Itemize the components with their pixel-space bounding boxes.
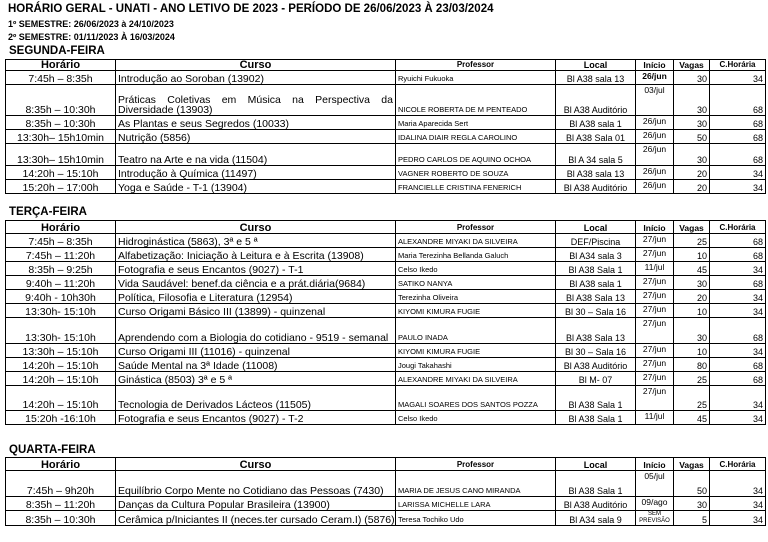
cell-curso: Introdução ao Soroban (13902) bbox=[116, 71, 396, 85]
cell-local: Bl A38 sala 1 bbox=[556, 116, 636, 130]
cell-local: Bl A38 Sala 1 bbox=[556, 411, 636, 425]
cell-vagas: 25 bbox=[674, 372, 710, 386]
cell-ch: 34 bbox=[710, 511, 766, 526]
cell-inicio: 26/jun bbox=[636, 71, 674, 85]
cell-horario: 7:45h – 8:35h bbox=[6, 71, 116, 85]
cell-professor: Maria Terezinha Bellanda Galuch bbox=[396, 248, 556, 262]
column-header-curso: Curso bbox=[116, 458, 396, 471]
cell-local: Bl A38 Auditório bbox=[556, 497, 636, 511]
cell-inicio: 27/jun bbox=[636, 358, 674, 372]
cell-curso: Equilíbrio Corpo Mente no Cotidiano das Pessoas (7430) bbox=[116, 471, 396, 497]
table-row bbox=[6, 144, 766, 166]
cell-horario: 8:35h – 10:30h bbox=[6, 116, 116, 130]
table-row bbox=[6, 386, 766, 411]
cell-inicio: 27/jun bbox=[636, 386, 674, 411]
cell-horario: 7:45h – 11:20h bbox=[6, 248, 116, 262]
cell-curso: Curso Origami III (11016) - quinzenal bbox=[116, 344, 396, 358]
cell-ch: 68 bbox=[710, 358, 766, 372]
cell-ch: 34 bbox=[710, 180, 766, 194]
cell-inicio: 26/jun bbox=[636, 180, 674, 194]
cell-professor: Ryuichi Fukuoka bbox=[396, 71, 556, 85]
cell-ch: 68 bbox=[710, 318, 766, 344]
cell-ch: 68 bbox=[710, 130, 766, 144]
cell-horario: 8:35h – 9:25h bbox=[6, 262, 116, 276]
cell-ch: 34 bbox=[710, 344, 766, 358]
cell-local: Bl A38 Auditório bbox=[556, 180, 636, 194]
column-header-ch: C.Horária bbox=[710, 221, 766, 234]
cell-professor: LARISSA MICHELLE LARA bbox=[396, 497, 556, 511]
cell-curso: Aprendendo com a Biologia do cotidiano - 9519 - semanal bbox=[116, 318, 396, 344]
table-row bbox=[6, 180, 766, 194]
cell-vagas: 50 bbox=[674, 130, 710, 144]
cell-inicio: 11/jul bbox=[636, 262, 674, 276]
cell-curso: Tecnologia de Derivados Lácteos (11505) bbox=[116, 386, 396, 411]
cell-professor: SATIKO NANYA bbox=[396, 276, 556, 290]
table-row bbox=[6, 290, 766, 304]
table-row bbox=[6, 471, 766, 497]
day-heading-quarta: QUARTA-FEIRA bbox=[9, 444, 96, 456]
cell-inicio: SEM PREVISÃO bbox=[636, 511, 674, 526]
cell-professor: Celso Ikedo bbox=[396, 411, 556, 425]
cell-inicio: 27/jun bbox=[636, 304, 674, 318]
table-row bbox=[6, 234, 766, 248]
table-row bbox=[6, 411, 766, 425]
cell-inicio: 09/ago bbox=[636, 497, 674, 511]
cell-vagas: 5 bbox=[674, 511, 710, 526]
column-header-horario: Horário bbox=[6, 221, 116, 234]
cell-professor: PAULO INADA bbox=[396, 318, 556, 344]
column-header-vagas: Vagas bbox=[674, 60, 710, 71]
cell-curso: Vida Saudável: benef.da ciência e a prát.diária(9684) bbox=[116, 276, 396, 290]
cell-ch: 34 bbox=[710, 304, 766, 318]
cell-curso: Danças da Cultura Popular Brasileira (13900) bbox=[116, 497, 396, 511]
cell-local: Bl A38 Auditório bbox=[556, 358, 636, 372]
cell-professor: Terezinha Oliveira bbox=[396, 290, 556, 304]
cell-vagas: 25 bbox=[674, 234, 710, 248]
cell-vagas: 30 bbox=[674, 85, 710, 116]
cell-ch: 34 bbox=[710, 497, 766, 511]
table-header-row bbox=[6, 221, 766, 234]
column-header-inicio: Início bbox=[636, 221, 674, 234]
column-header-local: Local bbox=[556, 221, 636, 234]
cell-horario: 13:30h- 15:10h bbox=[6, 304, 116, 318]
table-row bbox=[6, 344, 766, 358]
cell-local: Bl 30 – Sala 16 bbox=[556, 304, 636, 318]
cell-horario: 13:30h– 15h10min bbox=[6, 130, 116, 144]
table-row bbox=[6, 85, 766, 116]
cell-curso: Teatro na Arte e na vida (11504) bbox=[116, 144, 396, 166]
page-title: HORÁRIO GERAL - UNATI - ANO LETIVO DE 2023 - PERÍODO DE 26/06/2023 À 23/03/2024 bbox=[8, 3, 494, 15]
schedule-table-quarta bbox=[5, 457, 766, 526]
cell-professor: FRANCIELLE CRISTINA FENERICH bbox=[396, 180, 556, 194]
cell-local: Bl 30 – Sala 16 bbox=[556, 344, 636, 358]
cell-curso: Fotografia e seus Encantos (9027) - T-1 bbox=[116, 262, 396, 276]
cell-curso: Práticas Coletivas em Música na Perspectiva da Diversidade (13903) bbox=[116, 85, 396, 116]
cell-local: Bl A 34 sala 5 bbox=[556, 144, 636, 166]
cell-local: Bl A38 Auditório bbox=[556, 85, 636, 116]
cell-professor: IDALINA DIAIR REGLA CAROLINO bbox=[396, 130, 556, 144]
column-header-horario: Horário bbox=[6, 60, 116, 71]
column-header-professor: Professor bbox=[396, 458, 556, 471]
cell-professor: Jougi Takahashi bbox=[396, 358, 556, 372]
table-row bbox=[6, 511, 766, 526]
table-row bbox=[6, 318, 766, 344]
cell-curso: Política, Filosofia e Literatura (12954) bbox=[116, 290, 396, 304]
cell-ch: 34 bbox=[710, 411, 766, 425]
cell-inicio: 26/jun bbox=[636, 116, 674, 130]
cell-inicio: 26/jun bbox=[636, 166, 674, 180]
cell-curso: Fotografia e seus Encantos (9027) - T-2 bbox=[116, 411, 396, 425]
cell-professor: MARIA DE JESUS CANO MIRANDA bbox=[396, 471, 556, 497]
cell-vagas: 45 bbox=[674, 262, 710, 276]
cell-horario: 15:20h – 17:00h bbox=[6, 180, 116, 194]
cell-inicio: 27/jun bbox=[636, 276, 674, 290]
cell-inicio: 27/jun bbox=[636, 248, 674, 262]
column-header-professor: Professor bbox=[396, 221, 556, 234]
cell-local: Bl A38 Sala 13 bbox=[556, 318, 636, 344]
day-heading-segunda: SEGUNDA-FEIRA bbox=[9, 45, 105, 57]
cell-vagas: 30 bbox=[674, 116, 710, 130]
day-heading-terca: TERÇA-FEIRA bbox=[9, 206, 87, 218]
cell-vagas: 45 bbox=[674, 411, 710, 425]
cell-horario: 14:20h – 15:10h bbox=[6, 386, 116, 411]
cell-ch: 34 bbox=[710, 290, 766, 304]
cell-vagas: 25 bbox=[674, 386, 710, 411]
table-row bbox=[6, 71, 766, 85]
cell-inicio: 27/jun bbox=[636, 318, 674, 344]
table-row bbox=[6, 130, 766, 144]
cell-vagas: 30 bbox=[674, 497, 710, 511]
column-header-ch: C.Horária bbox=[710, 458, 766, 471]
cell-local: Bl A38 Sala 1 bbox=[556, 386, 636, 411]
cell-inicio: 26/jun bbox=[636, 144, 674, 166]
cell-vagas: 80 bbox=[674, 358, 710, 372]
cell-ch: 68 bbox=[710, 85, 766, 116]
cell-horario: 14:20h – 15:10h bbox=[6, 166, 116, 180]
cell-curso: Curso Origami Básico III (13899) - quinzenal bbox=[116, 304, 396, 318]
cell-horario: 15:20h -16:10h bbox=[6, 411, 116, 425]
column-header-curso: Curso bbox=[116, 60, 396, 71]
cell-professor: PEDRO CARLOS DE AQUINO OCHOA bbox=[396, 144, 556, 166]
column-header-inicio: Início bbox=[636, 60, 674, 71]
cell-vagas: 10 bbox=[674, 248, 710, 262]
table-header-row bbox=[6, 60, 766, 71]
cell-professor: Teresa Tochiko Udo bbox=[396, 511, 556, 526]
cell-inicio: 27/jun bbox=[636, 290, 674, 304]
table-row bbox=[6, 166, 766, 180]
cell-horario: 7:45h – 8:35h bbox=[6, 234, 116, 248]
cell-ch: 34 bbox=[710, 471, 766, 497]
cell-curso: Ginástica (8503) 3ª e 5 ª bbox=[116, 372, 396, 386]
cell-vagas: 50 bbox=[674, 471, 710, 497]
cell-vagas: 30 bbox=[674, 144, 710, 166]
cell-horario: 7:45h – 9h20h bbox=[6, 471, 116, 497]
table-header-row bbox=[6, 458, 766, 471]
cell-local: Bl A38 Sala 1 bbox=[556, 471, 636, 497]
column-header-inicio: Início bbox=[636, 458, 674, 471]
cell-curso: Alfabetização: Iniciação à Leitura e à Escrita (13908) bbox=[116, 248, 396, 262]
table-row bbox=[6, 372, 766, 386]
cell-professor: NICOLE ROBERTA DE M PENTEADO bbox=[396, 85, 556, 116]
cell-vagas: 30 bbox=[674, 318, 710, 344]
cell-inicio: 27/jun bbox=[636, 344, 674, 358]
cell-ch: 34 bbox=[710, 386, 766, 411]
cell-professor: VAGNER ROBERTO DE SOUZA bbox=[396, 166, 556, 180]
cell-vagas: 30 bbox=[674, 276, 710, 290]
cell-local: DEF/Piscina bbox=[556, 234, 636, 248]
table-row bbox=[6, 248, 766, 262]
cell-ch: 34 bbox=[710, 166, 766, 180]
cell-horario: 8:35h – 11:20h bbox=[6, 497, 116, 511]
cell-horario: 14:20h – 15:10h bbox=[6, 372, 116, 386]
cell-professor: MAGALI SOARES DOS SANTOS POZZA bbox=[396, 386, 556, 411]
cell-inicio: 05/jul bbox=[636, 471, 674, 497]
cell-local: Bl A38 Sala 1 bbox=[556, 262, 636, 276]
cell-horario: 9:40h - 10h30h bbox=[6, 290, 116, 304]
cell-curso: As Plantas e seus Segredos (10033) bbox=[116, 116, 396, 130]
column-header-local: Local bbox=[556, 60, 636, 71]
cell-curso: Nutrição (5856) bbox=[116, 130, 396, 144]
cell-local: Bl A38 Sala 13 bbox=[556, 290, 636, 304]
cell-ch: 68 bbox=[710, 276, 766, 290]
cell-professor: KIYOMI KIMURA FUGIE bbox=[396, 344, 556, 358]
cell-vagas: 20 bbox=[674, 180, 710, 194]
cell-local: Bl A38 sala 1 bbox=[556, 276, 636, 290]
cell-inicio: 03/jul bbox=[636, 85, 674, 116]
table-row bbox=[6, 304, 766, 318]
cell-local: Bl A34 sala 3 bbox=[556, 248, 636, 262]
cell-ch: 68 bbox=[710, 248, 766, 262]
cell-horario: 8:35h – 10:30h bbox=[6, 511, 116, 526]
cell-horario: 13:30h– 15h10min bbox=[6, 144, 116, 166]
schedule-table-segunda bbox=[5, 59, 766, 194]
cell-curso: Cerâmica p/Iniciantes II (neces.ter cursado Ceram.I) (5876) bbox=[116, 511, 396, 526]
cell-ch: 34 bbox=[710, 71, 766, 85]
semester-1-dates: 1º SEMESTRE: 26/06/2023 à 24/10/2023 bbox=[8, 19, 174, 29]
cell-vagas: 20 bbox=[674, 166, 710, 180]
cell-curso: Introdução à Química (11497) bbox=[116, 166, 396, 180]
cell-ch: 68 bbox=[710, 144, 766, 166]
cell-local: Bl A34 sala 9 bbox=[556, 511, 636, 526]
column-header-horario: Horário bbox=[6, 458, 116, 471]
column-header-local: Local bbox=[556, 458, 636, 471]
cell-inicio: 27/jun bbox=[636, 372, 674, 386]
cell-curso: Saúde Mental na 3ª Idade (11008) bbox=[116, 358, 396, 372]
column-header-professor: Professor bbox=[396, 60, 556, 71]
cell-ch: 34 bbox=[710, 262, 766, 276]
cell-professor: ALEXANDRE MIYAKI DA SILVEIRA bbox=[396, 372, 556, 386]
cell-horario: 13:30h- 15:10h bbox=[6, 318, 116, 344]
cell-local: Bl A38 Sala 01 bbox=[556, 130, 636, 144]
table-row bbox=[6, 116, 766, 130]
cell-horario: 8:35h – 10:30h bbox=[6, 85, 116, 116]
cell-vagas: 10 bbox=[674, 304, 710, 318]
cell-ch: 68 bbox=[710, 234, 766, 248]
table-row bbox=[6, 276, 766, 290]
cell-professor: ALEXANDRE MIYAKI DA SILVEIRA bbox=[396, 234, 556, 248]
column-header-vagas: Vagas bbox=[674, 458, 710, 471]
cell-curso: Yoga e Saúde - T-1 (13904) bbox=[116, 180, 396, 194]
column-header-curso: Curso bbox=[116, 221, 396, 234]
cell-horario: 14:20h – 15:10h bbox=[6, 358, 116, 372]
cell-ch: 68 bbox=[710, 372, 766, 386]
cell-horario: 13:30h – 15:10h bbox=[6, 344, 116, 358]
schedule-table-terca bbox=[5, 220, 766, 425]
cell-inicio: 27/jun bbox=[636, 234, 674, 248]
column-header-ch: C.Horária bbox=[710, 60, 766, 71]
cell-vagas: 10 bbox=[674, 344, 710, 358]
table-row bbox=[6, 262, 766, 276]
cell-vagas: 30 bbox=[674, 71, 710, 85]
cell-inicio: 26/jun bbox=[636, 130, 674, 144]
cell-vagas: 20 bbox=[674, 290, 710, 304]
cell-local: Bl A38 sala 13 bbox=[556, 166, 636, 180]
semester-2-dates: 2º SEMESTRE: 01/11/2023 À 16/03/2024 bbox=[8, 32, 175, 42]
column-header-vagas: Vagas bbox=[674, 221, 710, 234]
cell-curso: Hidroginástica (5863), 3ª e 5 ª bbox=[116, 234, 396, 248]
cell-ch: 68 bbox=[710, 116, 766, 130]
cell-horario: 9:40h – 11:20h bbox=[6, 276, 116, 290]
cell-local: Bl M- 07 bbox=[556, 372, 636, 386]
table-row bbox=[6, 358, 766, 372]
cell-professor: Celso Ikedo bbox=[396, 262, 556, 276]
table-row bbox=[6, 497, 766, 511]
cell-inicio: 11/jul bbox=[636, 411, 674, 425]
cell-professor: KIYOMI KIMURA FUGIE bbox=[396, 304, 556, 318]
cell-professor: Maria Aparecida Sert bbox=[396, 116, 556, 130]
cell-local: Bl A38 sala 13 bbox=[556, 71, 636, 85]
